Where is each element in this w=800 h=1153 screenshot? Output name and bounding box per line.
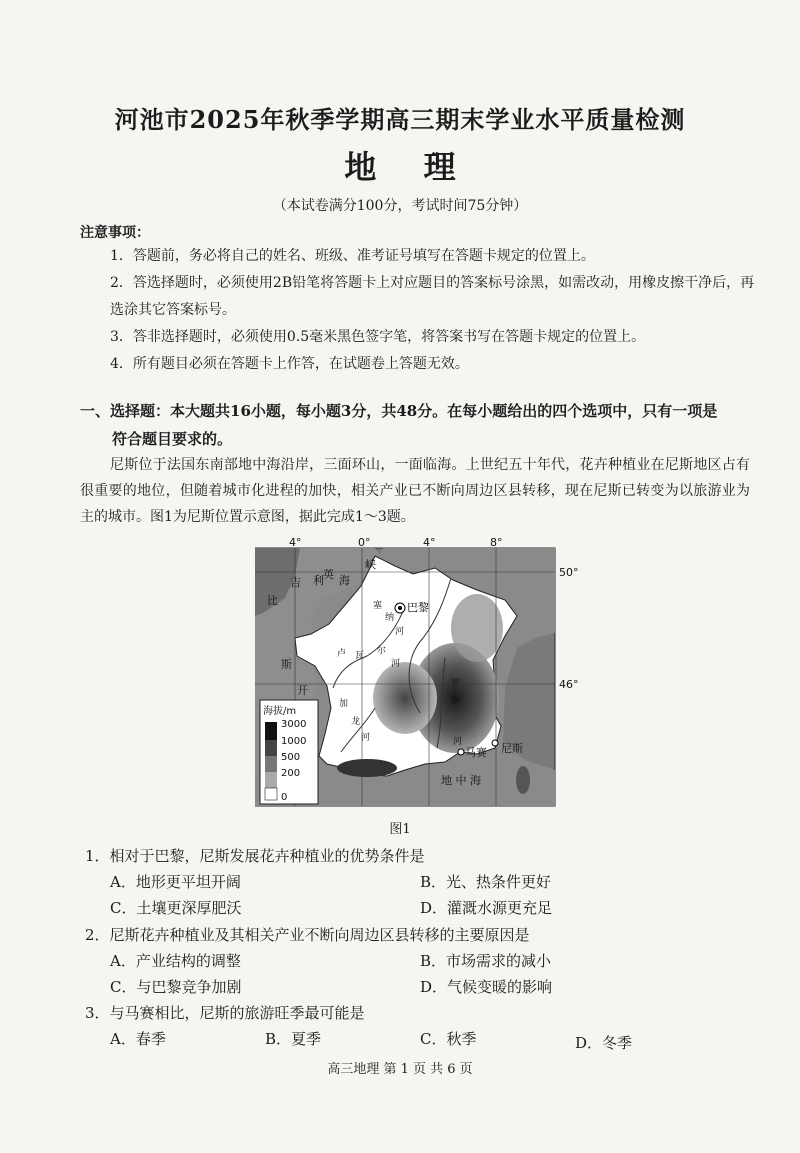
figure-1-map (255, 538, 585, 818)
channel-label: 英 (323, 568, 334, 581)
answer-option: D．灌溉水源更充足 (420, 899, 553, 917)
pyrenees-relief (337, 759, 397, 777)
note-item: 3．答非选择题时，必须使用0.5毫米黑色签字笔，将答案书写在答题卡规定的位置上。 (110, 329, 646, 345)
longitude-label: 8° (490, 538, 503, 549)
legend-swatch (265, 756, 277, 772)
channel-label: 峡 (365, 558, 376, 571)
answer-option: B．夏季 (265, 1030, 322, 1048)
answer-option: D．气候变暖的影响 (420, 978, 553, 996)
channel-label: 吉 (290, 576, 301, 589)
note-item: 4．所有题目必须在答题卡上作答，在试题卷上答题无效。 (110, 356, 469, 372)
paris-marker-dot (398, 606, 402, 610)
question-stem: 2．尼斯花卉种植业及其相关产业不断向周边区县转移的主要原因是 (85, 926, 530, 944)
section-heading-text: 一、选择题：本大题共16小题，每小题3分，共48分。在每小题给出的四个选项中，只有一项是 (80, 402, 718, 420)
figure-caption: 图1 (389, 822, 411, 837)
section-heading (80, 397, 750, 453)
notes-heading: 注意事项： (80, 225, 150, 241)
exam-title: 河池市2025年秋季学期高三期末学业水平质量检测 (114, 105, 686, 134)
legend-value: 0 (281, 792, 288, 803)
seine-label: 纳 (385, 613, 395, 623)
loire-label: 河 (391, 659, 401, 669)
biscay-label: 比 (267, 594, 278, 607)
channel-label: 利 (313, 574, 324, 587)
rhone-label: 罗 (451, 679, 461, 689)
corsica-island (516, 766, 530, 794)
nice-marker (492, 740, 498, 746)
note-item: 2．答选择题时，必须使用2B铅笔将答题卡上对应题目的答案标号涂黑，如需改动，用橡皮擦干净后，再选涂其它答案标号。 (110, 275, 755, 318)
note-item: 1．答题前，务必将自己的姓名、班级、准考证号填写在答题卡规定的位置上。 (110, 248, 595, 264)
latitude-label: 46° (559, 678, 579, 691)
answer-option: C．与巴黎竞争加剧 (110, 978, 242, 996)
answer-option: A．产业结构的调整 (110, 952, 241, 970)
loire-label: 卢 (337, 649, 347, 659)
seine-label: 塞 (373, 601, 383, 611)
massif-central-relief (373, 662, 437, 734)
answer-option: B．市场需求的减小 (420, 952, 552, 970)
answer-option: A．春季 (110, 1030, 166, 1048)
garonne-label: 加 (339, 699, 349, 709)
loire-label: 瓦 (355, 651, 365, 661)
garonne-label: 龙 (351, 717, 361, 727)
subject-title: 地 理 (344, 148, 474, 186)
answer-option: B．光、热条件更好 (420, 873, 552, 891)
france-map (255, 538, 585, 818)
legend-swatch (265, 740, 277, 756)
loire-label: 尔 (377, 646, 387, 656)
channel-label: 海 (339, 574, 350, 587)
latitude-label: 50° (559, 566, 579, 579)
legend-swatch (265, 772, 277, 788)
answer-option: A．地形更平坦开阔 (110, 873, 241, 891)
biscay-label: 开 (297, 684, 308, 697)
page-footer: 高三地理 第 1 页 共 6 页 (327, 1062, 473, 1077)
question-stem: 3．与马赛相比，尼斯的旅游旺季最可能是 (85, 1004, 365, 1022)
legend-title: 海拔/m (263, 706, 297, 717)
nice-label: 尼斯 (501, 742, 523, 755)
section-heading-continued: 符合题目要求的。 (112, 430, 233, 448)
longitude-label: 0° (358, 538, 371, 549)
marseille-label: 马赛 (465, 746, 487, 759)
exam-info: （本试卷满分100分，考试时间75分钟） (272, 198, 528, 214)
seine-label: 河 (395, 627, 405, 637)
longitude-label: 4° (423, 538, 436, 549)
vosges-relief (451, 594, 503, 662)
legend-value: 3000 (281, 719, 307, 730)
legend-value: 1000 (281, 736, 307, 747)
answer-option: D．冬季 (575, 1034, 633, 1052)
marseille-marker (458, 749, 464, 755)
answer-option: C．秋季 (420, 1030, 477, 1048)
legend-swatch (265, 722, 277, 740)
biscay-label: 斯 (281, 658, 292, 671)
answer-option: C．土壤更深厚肥沃 (110, 899, 242, 917)
mediterranean-label: 地 中 海 (441, 774, 481, 787)
legend-value: 200 (281, 768, 301, 779)
reading-passage: 尼斯位于法国东南部地中海沿岸，三面环山，一面临海。上世纪五十年代，花卉种植业在尼斯地区占有很重要的地位，但随着城市化进程的加快，相关产业已不断向周边区县转移，现在尼斯已转变为以旅游业为主的城市。图1为尼斯位置示意图，据此完成1～3题。 (80, 457, 750, 525)
longitude-label: 4° (289, 538, 302, 549)
paris-label: 巴黎 (407, 601, 429, 614)
legend-swatch (265, 788, 277, 800)
rhone-label: 讷 (451, 697, 461, 707)
rhone-label: 河 (453, 737, 463, 747)
legend-value: 500 (281, 752, 301, 763)
garonne-label: 河 (361, 733, 371, 743)
question-stem: 1．相对于巴黎，尼斯发展花卉种植业的优势条件是 (85, 847, 425, 865)
